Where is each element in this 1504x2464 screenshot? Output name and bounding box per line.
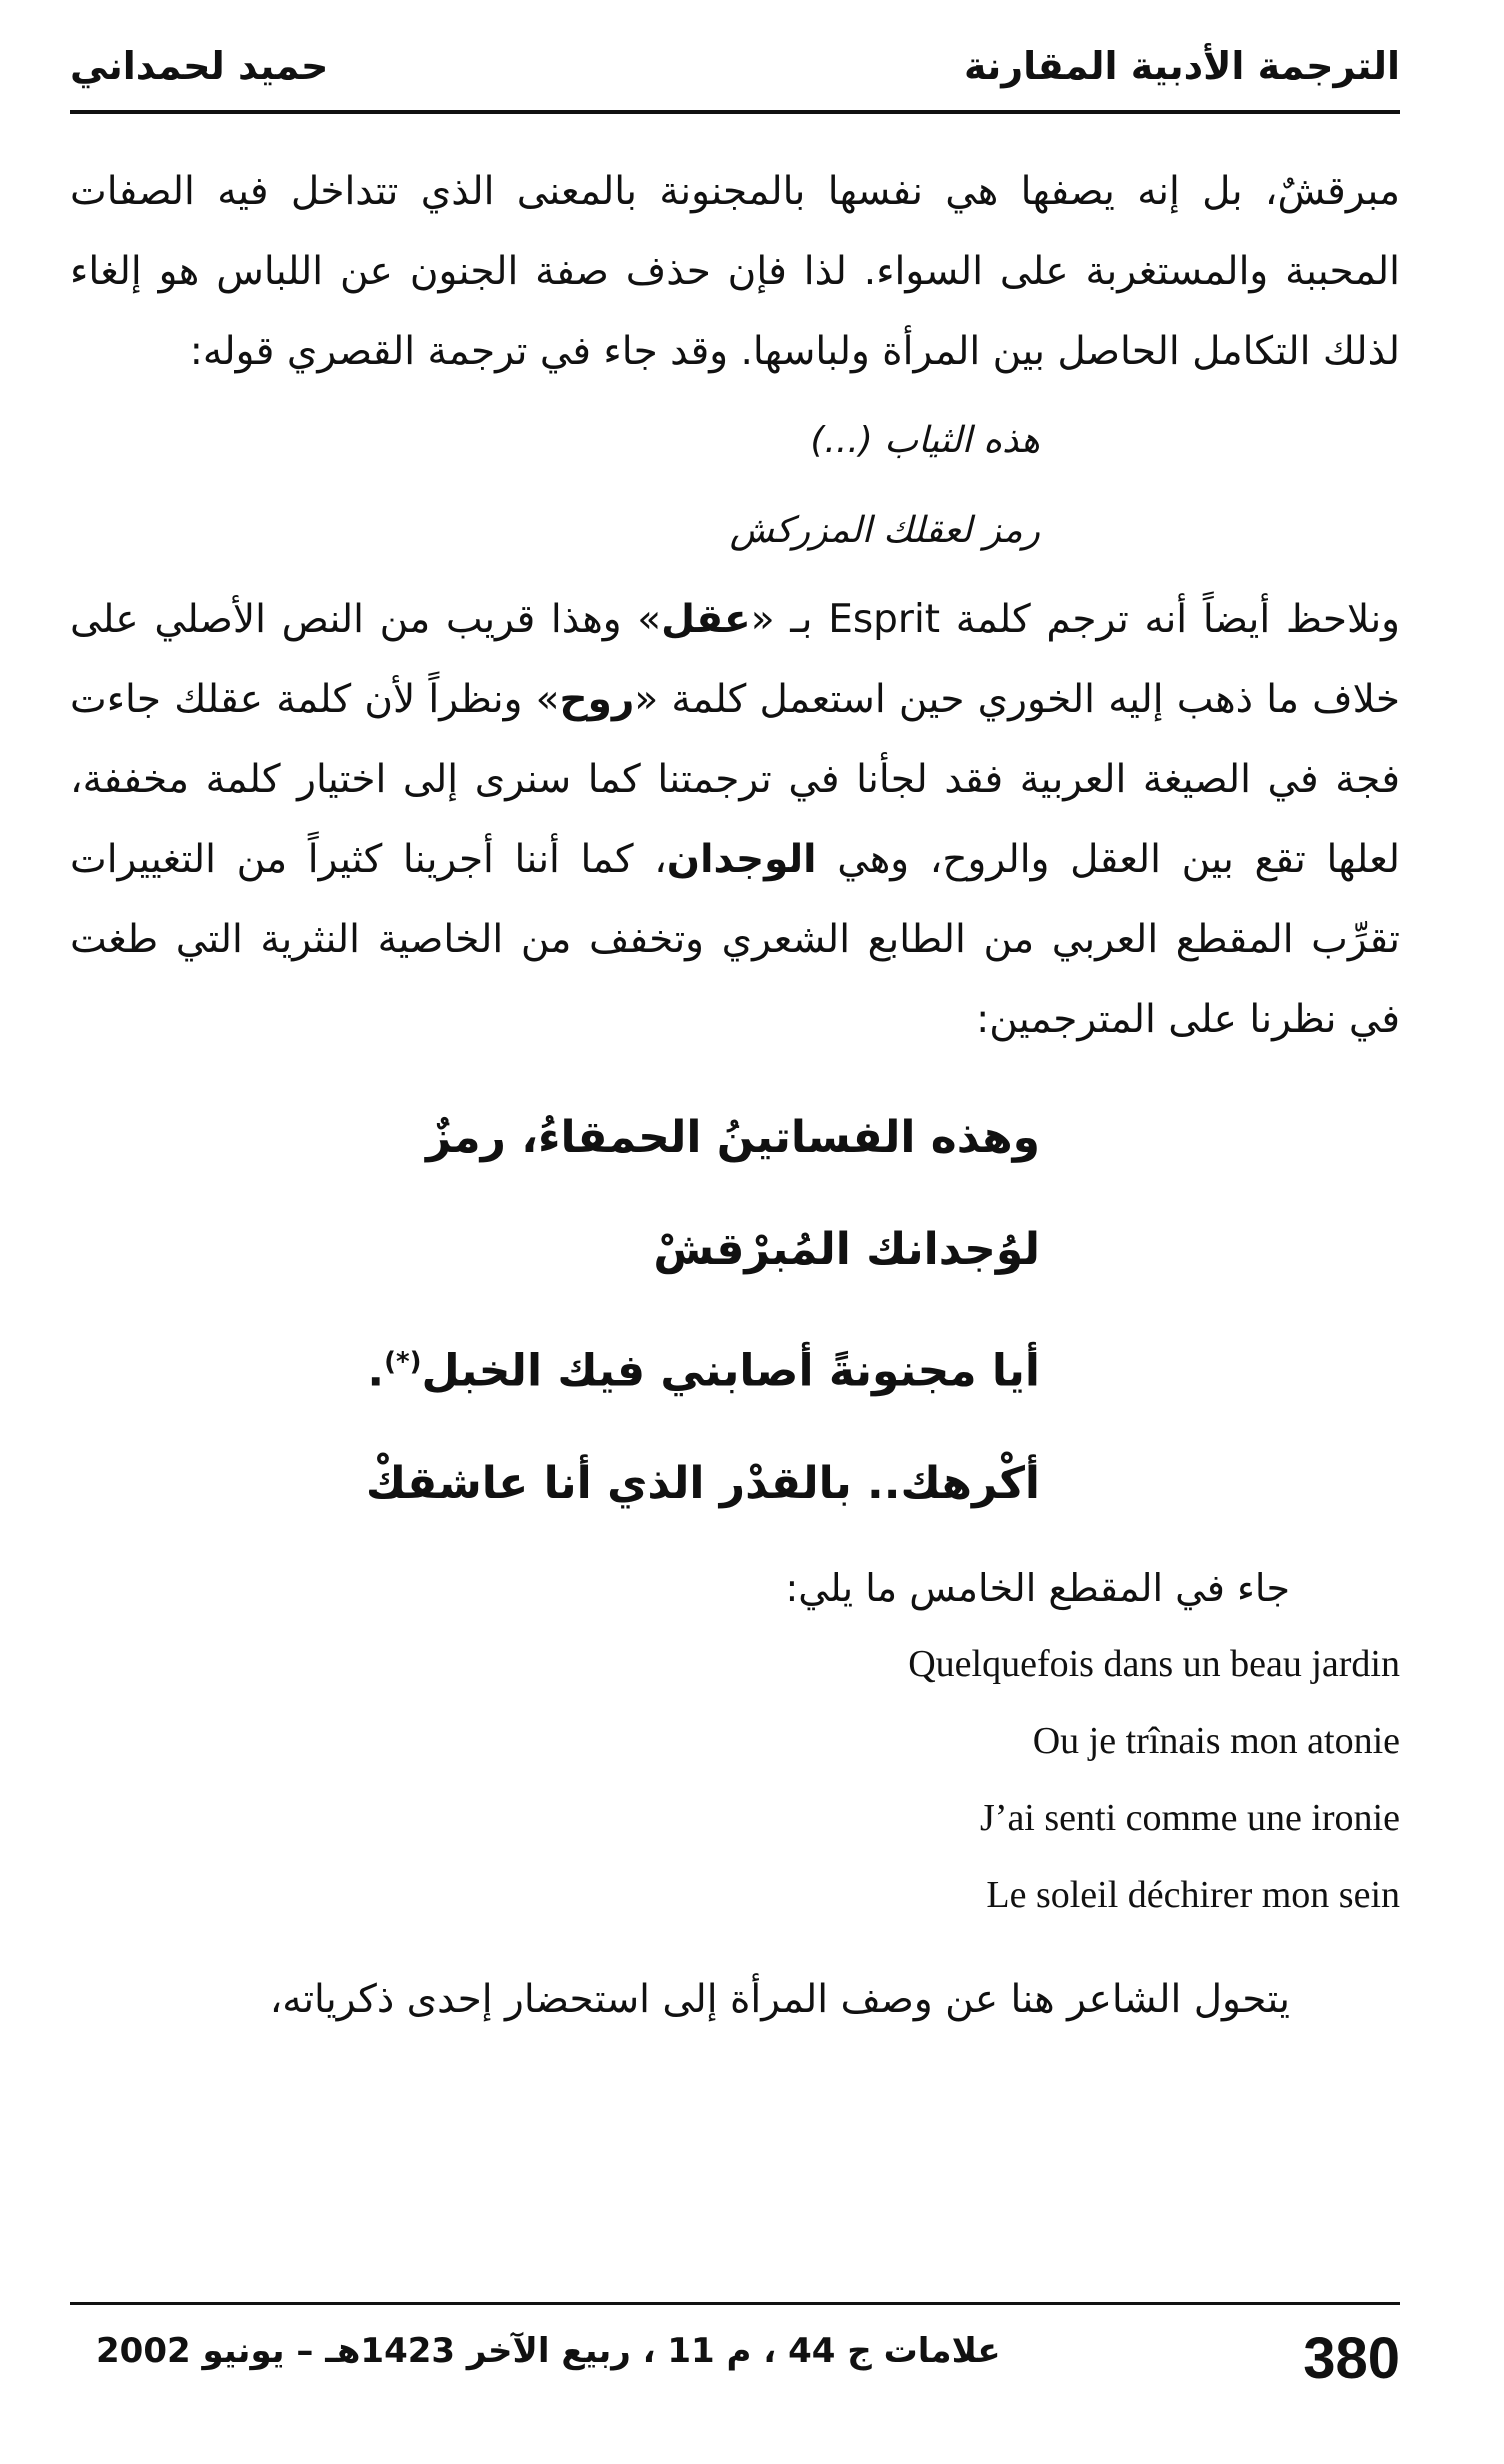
paragraph-last: يتحول الشاعر هنا عن وصف المرأة إلى استحضار إحدى ذكرياته، <box>269 1976 1290 2022</box>
page-header <box>70 40 1400 114</box>
french-line: Le soleil déchirer mon sein <box>986 1873 1400 1916</box>
poem-line-text: أيا مجنونةً أصابني فيك الخبل <box>421 1345 1040 1397</box>
keyword-wijdan: الوجدان <box>666 837 817 882</box>
author-name: حميد لحمداني <box>70 44 329 88</box>
paragraph-2 <box>70 580 1400 1060</box>
running-title: الترجمة الأدبية المقارنة <box>963 44 1400 88</box>
poem-line <box>70 1306 1400 1428</box>
poem-line: أكْرهك.. بالقدْر الذي أنا عاشقكْ <box>365 1457 1040 1509</box>
paragraph-1: مبرقشٌ، بل إنه يصفها هي نفسها بالمجنونة بالمعنى الذي تتداخل فيه الصفات المحببة والمستغربة على السواء. لذا فإن حذف صفة الجنون عن اللباس هو إلغاء لذلك التكامل الحاصل بين المرأة ولباسها. وقد جاء في ترجمة القصري قوله: <box>70 169 1400 374</box>
page-footer <box>70 2302 1400 2405</box>
poem-line: لوُجدانك المُبرْقشْ <box>653 1224 1040 1275</box>
journal-info: علامات ج 44 ، م 11 ، ربيع الآخر 1423هـ – يونيو 2002 <box>96 2331 1001 2371</box>
french-intro: جاء في المقطع الخامس ما يلي: <box>785 1565 1290 1610</box>
footnote-marker: (*) <box>384 1347 422 1377</box>
poem-line: وهذه الفساتينُ الحمقاءُ، رمزٌ <box>425 1112 1040 1163</box>
keyword-aql: عقل <box>661 597 751 642</box>
document-page <box>70 40 1400 2420</box>
paragraph-2-text: » ونظراً لأن كلمة عقلك جاءت فجة في الصيغة العربية فقد لجأنا في ترجمتنا كما سنرى إلى اختيار كلمة مخففة، لعلها تقع بين العقل والروح، وهي <box>70 677 1401 882</box>
french-line: J’ai senti comme une ironie <box>980 1796 1400 1839</box>
body-text <box>70 152 1400 2079</box>
french-line: Quelquefois dans un beau jardin <box>908 1642 1400 1685</box>
paragraph-2-text: ونلاحظ أيضاً أنه ترجم كلمة Esprit بـ « <box>750 597 1401 642</box>
keyword-ruh: روح <box>559 677 635 722</box>
paragraph-2-text: » وهذا قريب من النص الأصلي على خلاف ما ذهب إليه الخوري حين استعمل كلمة « <box>70 597 1400 722</box>
qusri-verse <box>70 396 1400 576</box>
page-number: 380 <box>1303 2326 1400 2391</box>
paragraph-2-text: ، كما أننا أجرينا كثيراً من التغييرات تقرِّب المقطع العربي من الطابع الشعري وتخفف من الخاصية النثرية التي طغت في نظرنا على المترجمين: <box>70 837 1400 1042</box>
authors-translation <box>70 1082 1400 1540</box>
french-stanza <box>70 1626 1400 1934</box>
verse-line: هذه الثياب (...) <box>810 420 1040 461</box>
poem-line-end: . <box>367 1345 385 1397</box>
french-line: Ou je trînais mon atonie <box>1032 1719 1400 1762</box>
verse-line: رمز لعقلك المزركش <box>729 510 1040 551</box>
